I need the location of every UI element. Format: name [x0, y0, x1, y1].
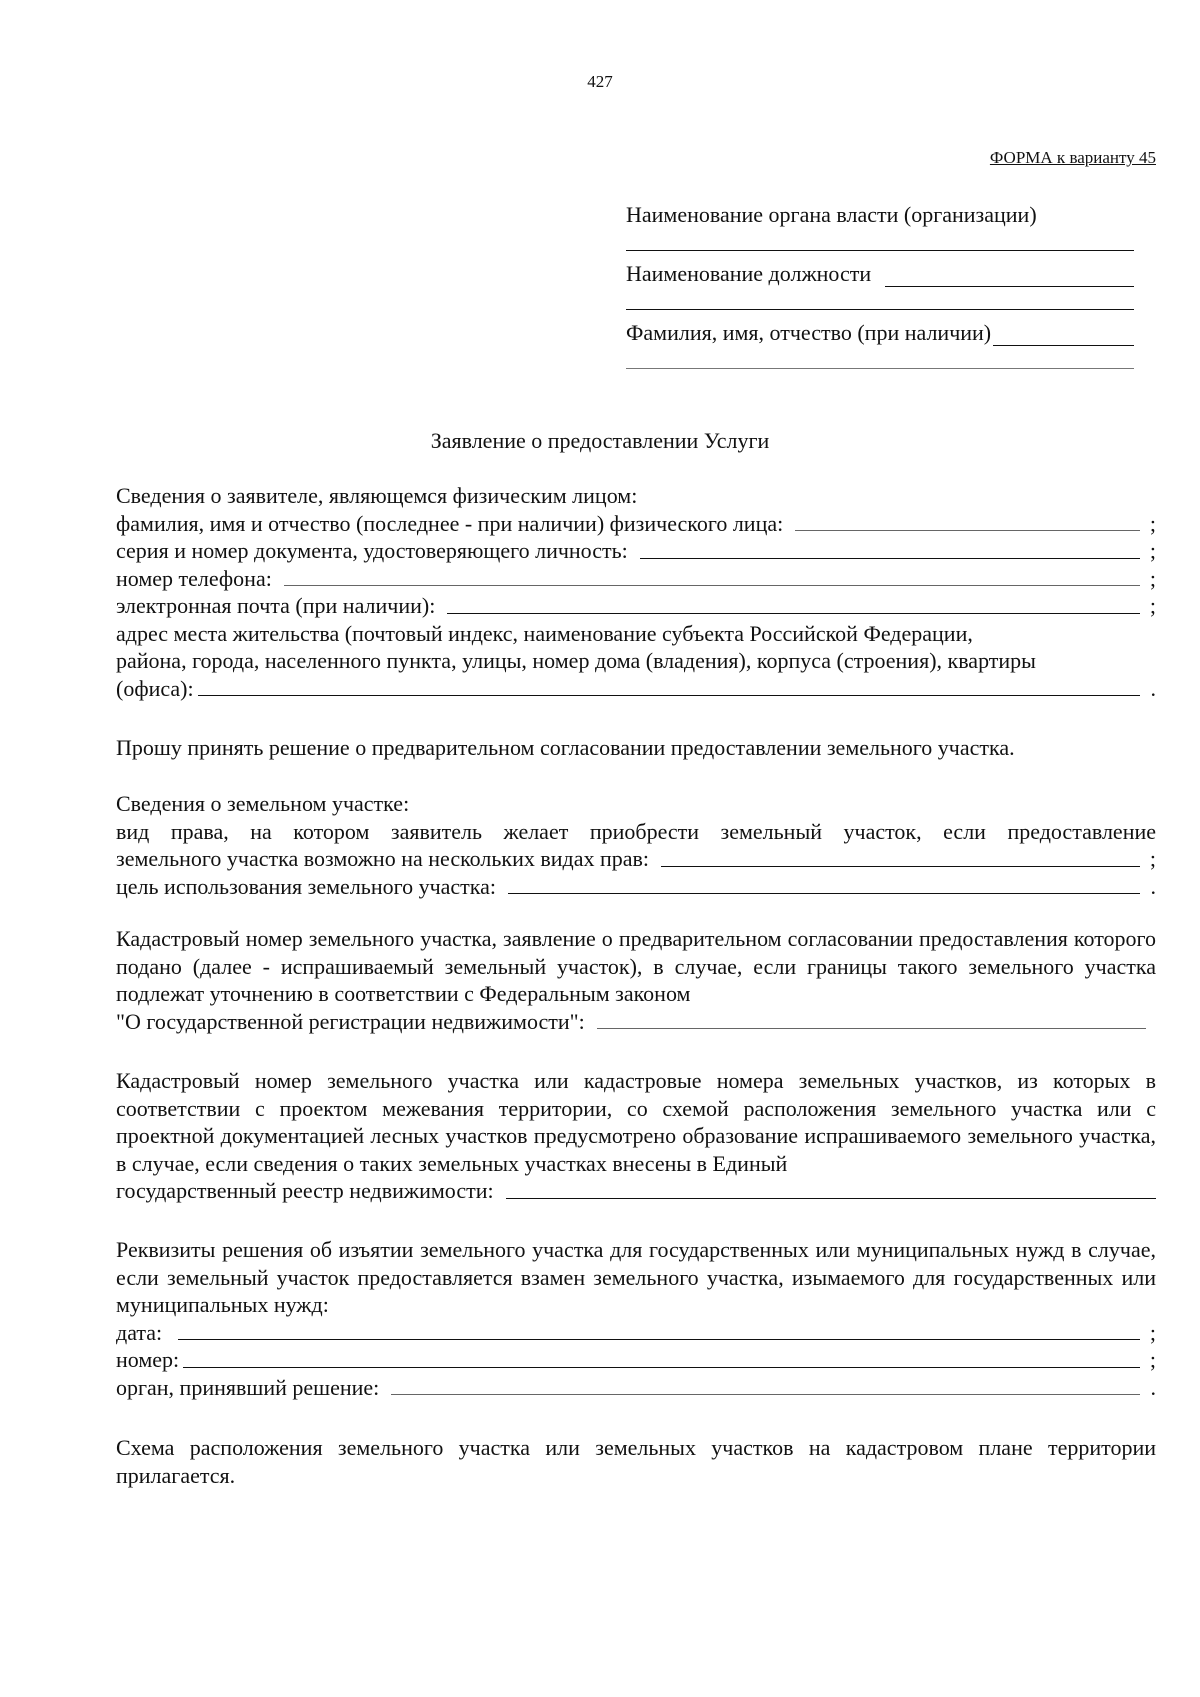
applicant-address-text-2: района, города, населенного пункта, улицы, номер дома (владения), корпуса (строения), квартиры	[116, 648, 1036, 673]
applicant-address-field[interactable]	[198, 695, 1140, 696]
recipient-fio-field[interactable]	[993, 323, 1134, 346]
seizure-section	[116, 1236, 1156, 1401]
recipient-org-row	[626, 200, 1134, 228]
plot-heading: Сведения о земельном участке:	[116, 791, 410, 816]
recipient-fio-label: Фамилия, имя, отчество (при наличии)	[626, 320, 992, 345]
page-number: 427	[587, 72, 613, 91]
applicant-address-label: (офиса):	[116, 675, 194, 701]
applicant-email-line	[116, 592, 1156, 620]
source-plots-label: государственный реестр недвижимости:	[116, 1178, 494, 1203]
applicant-heading: Сведения о заявителе, являющемся физическим лицом:	[116, 483, 638, 508]
source-plots-section	[116, 1067, 1156, 1205]
recipient-fio-field-extra[interactable]	[626, 346, 1134, 369]
source-plots-field[interactable]	[506, 1198, 1156, 1199]
plot-purpose-field[interactable]	[508, 893, 1140, 894]
request-line	[116, 734, 1156, 762]
seizure-number-line	[116, 1346, 1156, 1374]
applicant-fio-field[interactable]	[795, 530, 1140, 531]
recipient-position-label: Наименование должности	[626, 261, 872, 286]
plot-heading-line	[116, 790, 1156, 818]
seizure-authority-line	[116, 1374, 1156, 1402]
applicant-address-text-1: адрес места жительства (почтовый индекс, наименование субъекта Российской Федерации,	[116, 620, 973, 646]
recipient-org-label: Наименование органа власти (организации)	[626, 202, 1037, 227]
applicant-address-line3	[116, 675, 1156, 703]
semicolon: ;	[1149, 538, 1156, 563]
recipient-fio-row	[626, 318, 1134, 346]
plot-right-label: земельного участка возможно на нескольких видах прав:	[116, 846, 649, 871]
seizure-date-label: дата:	[116, 1319, 163, 1345]
period: .	[1150, 1374, 1156, 1400]
plot-right-text: вид права, на котором заявитель желает приобрести земельный участок, если предоставление	[116, 818, 1156, 844]
applicant-address-line1	[116, 620, 1156, 648]
request-section	[116, 734, 1156, 762]
seizure-authority-label: орган, принявший решение:	[116, 1374, 380, 1400]
source-plots-line	[116, 1177, 1156, 1205]
applicant-doc-field[interactable]	[640, 558, 1140, 559]
semicolon: ;	[1149, 593, 1156, 618]
semicolon: ;	[1149, 565, 1156, 591]
semicolon: ;	[1149, 1347, 1156, 1372]
seizure-authority-field[interactable]	[391, 1394, 1140, 1395]
applicant-phone-field[interactable]	[284, 585, 1140, 586]
period: .	[1150, 675, 1156, 701]
cadastral-field[interactable]	[597, 1028, 1146, 1029]
applicant-email-field[interactable]	[447, 613, 1140, 614]
form-reference: ФОРМА к варианту 45	[989, 148, 1156, 167]
source-plots-text: Кадастровый номер земельного участка или кадастровые номера земельных участков, из которых в соответствии с проектом межевания территории, со схемой расположения земельного участка или с проектной документацией лесных участков предусмотрено образование испрашиваемого земельного участка, в случае, если сведения о таких земельных участках внесены в Единый	[116, 1068, 1156, 1176]
applicant-address-line2	[116, 647, 1156, 675]
applicant-phone-line	[116, 565, 1156, 593]
recipient-org-field[interactable]	[626, 228, 1134, 251]
applicant-fio-line	[116, 510, 1156, 538]
recipient-position-field[interactable]	[885, 264, 1134, 287]
applicant-heading-line	[116, 482, 1156, 510]
cadastral-label: "О государственной регистрации недвижимости":	[116, 1008, 585, 1034]
plot-purpose-label: цель использования земельного участка:	[116, 873, 497, 899]
plot-right-line	[116, 845, 1156, 873]
applicant-phone-label: номер телефона:	[116, 565, 272, 591]
period: .	[1150, 873, 1156, 899]
applicant-section	[116, 482, 1156, 702]
request-text: Прошу принять решение о предварительном согласовании предоставлении земельного участка.	[116, 735, 1015, 760]
plot-right-field[interactable]	[661, 866, 1140, 867]
semicolon: ;	[1149, 510, 1156, 536]
applicant-doc-label: серия и номер документа, удостоверяющего личность:	[116, 538, 628, 563]
cadastral-text: Кадастровый номер земельного участка, заявление о предварительном согласовании предоставления которого подано (далее - испрашиваемый земельный участок), в случае, если границы такого земельного участка подлежат уточнению в соответствии с Федеральным законом	[116, 926, 1156, 1006]
cadastral-section	[116, 925, 1156, 1035]
scheme-text: Схема расположения земельного участка или земельных участков на кадастровом плане территории прилагается.	[116, 1435, 1156, 1488]
semicolon: ;	[1149, 846, 1156, 871]
recipient-position-field-extra[interactable]	[626, 287, 1134, 310]
seizure-text: Реквизиты решения об изъятии земельного участка для государственных или муниципальных нужд в случае, если земельный участок предоставляется взамен земельного участка, изымаемого для государственных или муниципальных нужд:	[116, 1237, 1156, 1317]
applicant-doc-line	[116, 537, 1156, 565]
seizure-date-line	[116, 1319, 1156, 1347]
semicolon: ;	[1149, 1319, 1156, 1345]
scheme-section	[116, 1434, 1156, 1489]
recipient-position-row	[626, 259, 1134, 287]
plot-section	[116, 790, 1156, 900]
application-title: Заявление о предоставлении Услуги	[430, 428, 770, 453]
seizure-date-field[interactable]	[178, 1339, 1140, 1340]
cadastral-line	[116, 1008, 1156, 1036]
recipient-block	[626, 200, 1134, 369]
seizure-number-field[interactable]	[183, 1367, 1140, 1368]
applicant-fio-label: фамилия, имя и отчество (последнее - при наличии) физического лица:	[116, 510, 784, 536]
seizure-number-label: номер:	[116, 1347, 180, 1372]
applicant-email-label: электронная почта (при наличии):	[116, 593, 436, 618]
plot-purpose-line	[116, 873, 1156, 901]
